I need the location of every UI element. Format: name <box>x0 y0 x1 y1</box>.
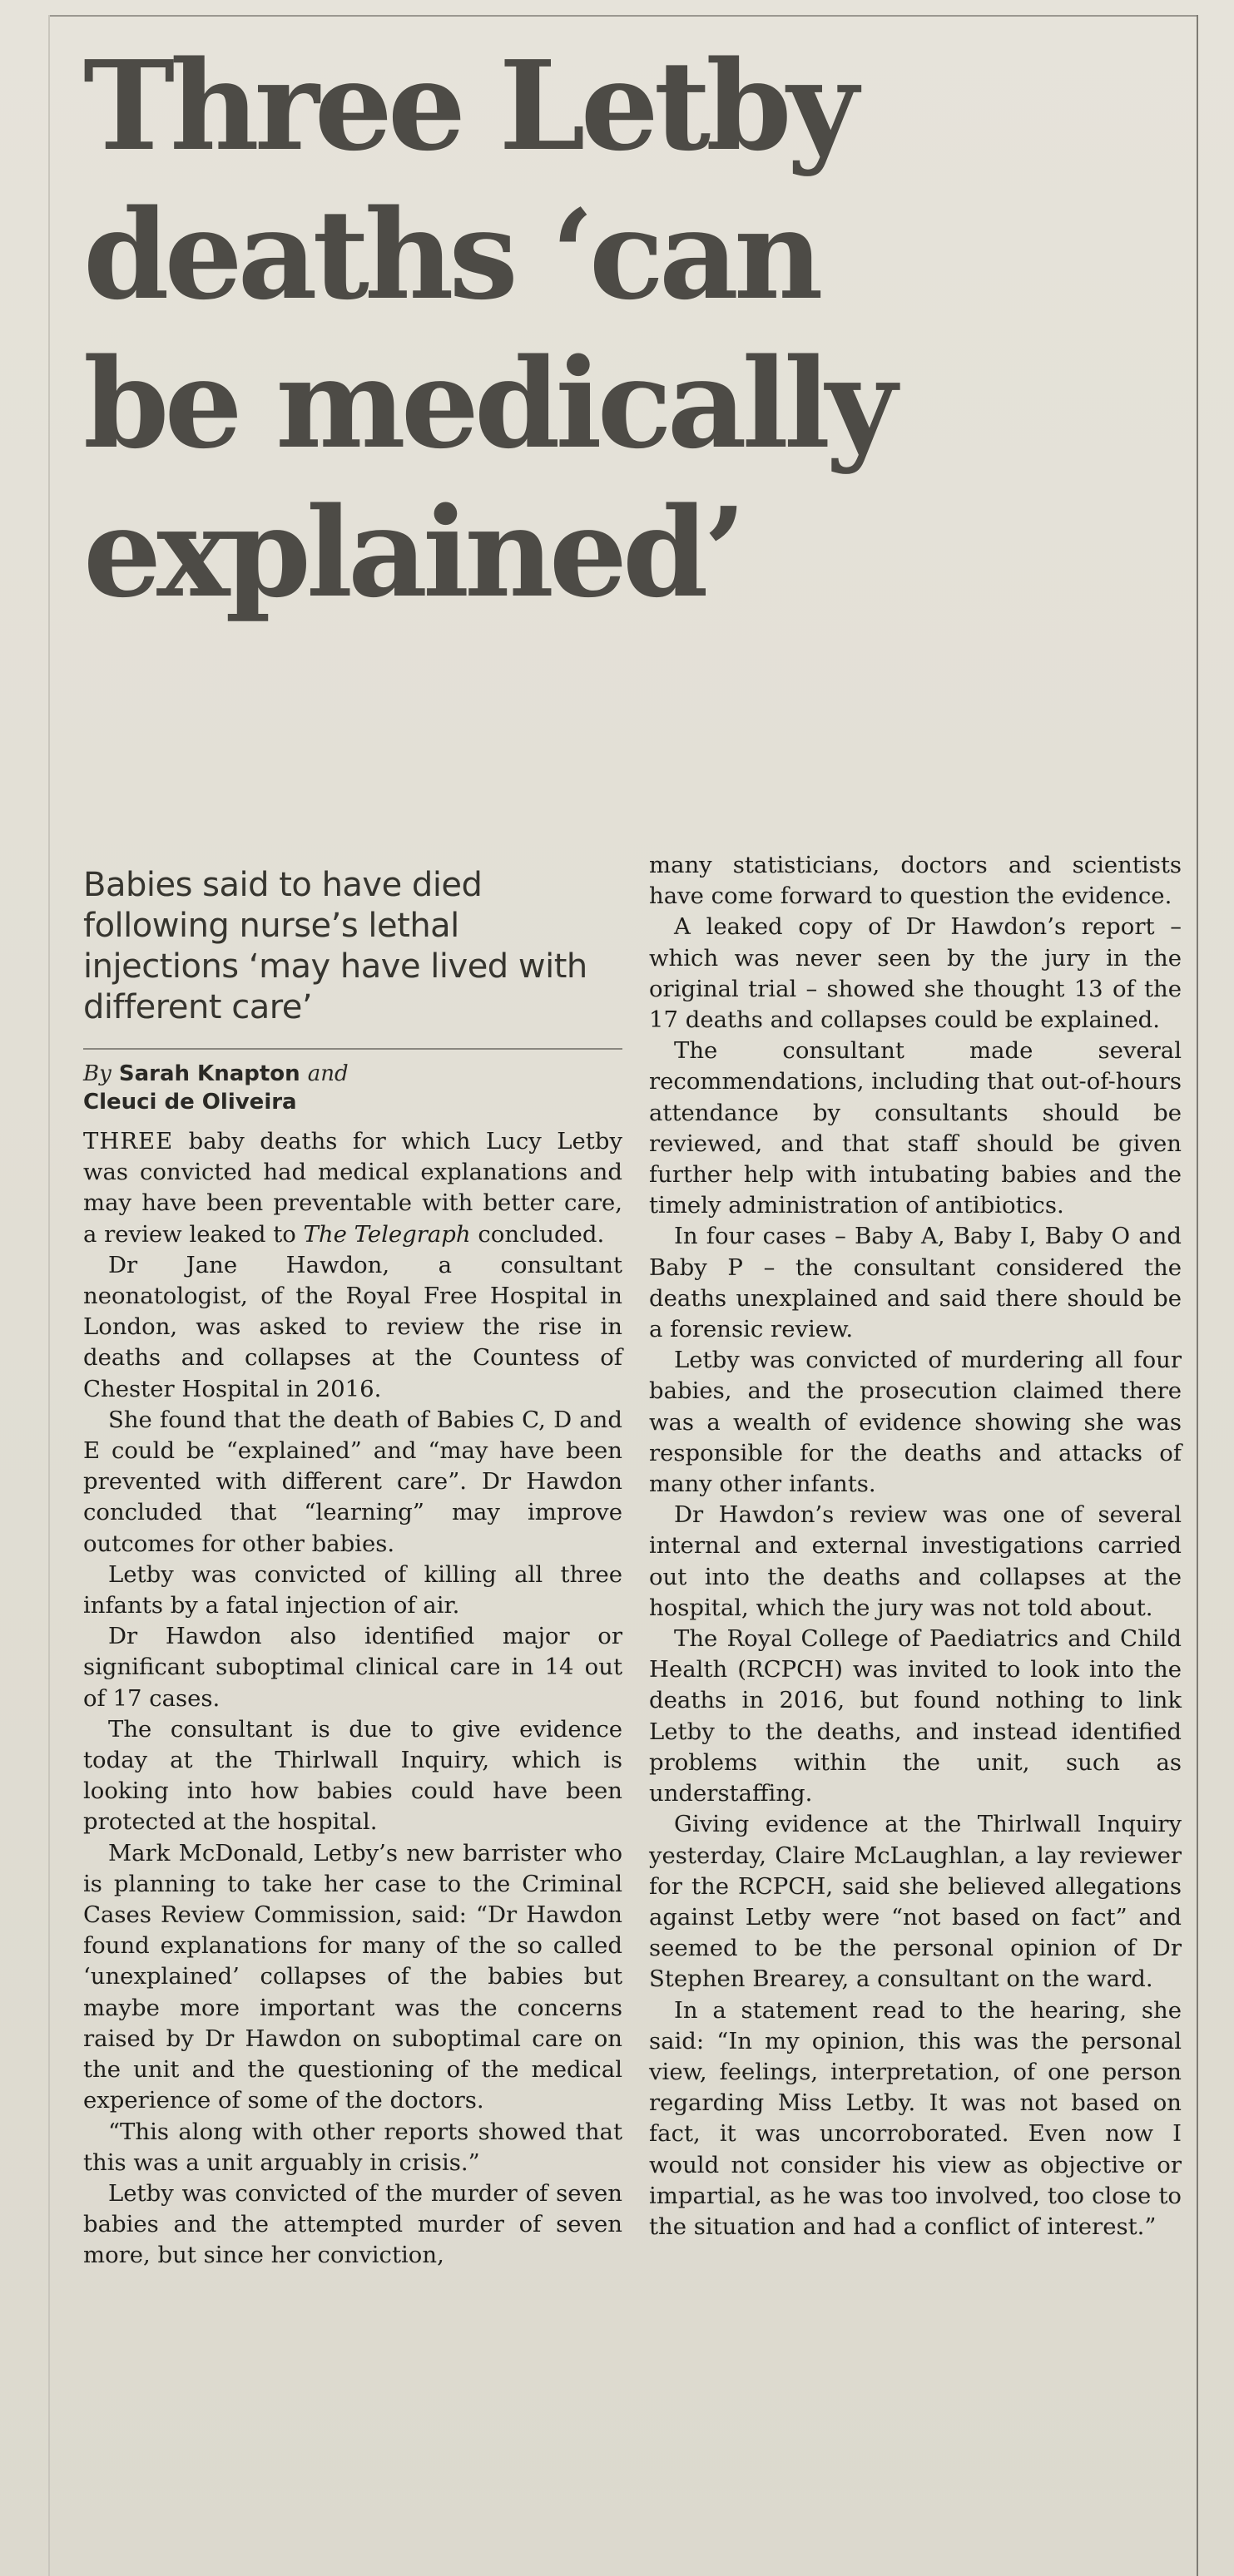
headline-line-3: be medically <box>83 331 893 476</box>
article-paragraph: Dr Jane Hawdon, a consultant neonatologist, of the Royal Free Hospital in London, was asked to review the rise in deaths and collapses at the Countess of Chester Hospital in 2016. <box>83 1251 622 1402</box>
lead-in-caps: THREE <box>83 1128 174 1155</box>
article-paragraph: She found that the death of Babies C, D and E could be “explained” and “may have been prevented with different care”. Dr Hawdon concluded that “learning” may improve outcomes for other babies. <box>83 1406 622 1557</box>
headline-line-4: explained’ <box>83 480 741 625</box>
article-paragraph: Letby was convicted of killing all three infants by a fatal injection of air. <box>83 1560 622 1619</box>
left-column-rule <box>48 15 50 2576</box>
byline-and: and <box>307 1061 349 1086</box>
article-paragraph: Mark McDonald, Letby’s new barrister who is planning to take her case to the Criminal Cases Review Commission, said: “Dr Hawdon found explanations for many of the so called ‘unexplained’ collapses of the babies but maybe more important was the concerns raised by Dr Hawdon on suboptimal care on the unit and the questioning of the medical experience of some of the doctors. <box>83 1839 622 2114</box>
article-paragraph: Dr Hawdon also identified major or significant suboptimal clinical care in 14 out of 17 cases. <box>83 1623 622 1712</box>
article-paragraph: The consultant made several recommendations, including that out-of-hours attendance by consultants should be reviewed, and that staff should be given further help with intubating babies and the timely administration of antibiotics. <box>649 1037 1182 1219</box>
headline-line-2: deaths ‘can <box>83 182 819 327</box>
article-continuation: many statisticians, doctors and scientists have come forward to question the evidence. <box>649 852 1182 910</box>
headline-line-1: Three Letby <box>83 33 854 178</box>
article-body-right <box>649 850 1182 2242</box>
article-paragraph: “This along with other reports showed that this was a unit arguably in crisis.” <box>83 2118 622 2176</box>
byline-author-1: Sarah Knapton <box>118 1061 300 1086</box>
article-paragraph: The Royal College of Paediatrics and Child Health (RCPCH) was invited to look into the deaths in 2016, but found nothing to link Letby to the deaths, and instead identified problems within the unit, such as understaffing. <box>649 1625 1182 1807</box>
byline-rule <box>83 1048 622 1050</box>
lead-paragraph-text: baby deaths for which Lucy Letby was convicted had medical explanations and may have been preventable with better care, a review leaked to <box>83 1128 622 1248</box>
headline <box>83 32 1165 627</box>
article-column-right <box>649 850 1182 2242</box>
publication-name: The Telegraph <box>303 1220 471 1248</box>
byline <box>83 1060 622 1116</box>
article-paragraph: The consultant is due to give evidence today at the Thirlwall Inquiry, which is looking into how babies could have been protected at the hospital. <box>83 1715 622 1836</box>
lead-paragraph-end: concluded. <box>470 1220 605 1248</box>
byline-author-2: Cleuci de Oliveira <box>83 1090 297 1115</box>
article-paragraph-lead <box>83 1126 622 1250</box>
article-paragraph: A leaked copy of Dr Hawdon’s report – which was never seen by the jury in the original trial – showed she thought 13 of the 17 deaths and collapses could be explained. <box>649 913 1182 1034</box>
article-paragraph: Letby was convicted of the murder of seven babies and the attempted murder of seven more, but since her conviction, <box>83 2179 622 2269</box>
article-paragraph: Giving evidence at the Thirlwall Inquiry yesterday, Claire McLaughlan, a lay reviewer for the RCPCH, said she believed allegations against Letby were “not based on fact” and seemed to be the personal opinion of Dr Stephen Brearey, a consultant on the ward. <box>649 1811 1182 1993</box>
article-paragraph: Dr Hawdon’s review was one of several internal and external investigations carried out into the deaths and collapses at the hospital, which the jury was not told about. <box>649 1501 1182 1621</box>
article-column-left <box>83 865 622 2272</box>
byline-by: By <box>83 1061 112 1086</box>
article-paragraph: In four cases – Baby A, Baby I, Baby O and Baby P – the consultant considered the deaths unexplained and said there should be a forensic review. <box>649 1223 1182 1343</box>
article-paragraph: Letby was convicted of murdering all four babies, and the prosecution claimed there was a wealth of evidence showing she was responsible for the deaths and attacks of many other infants. <box>649 1347 1182 1498</box>
article-body-left <box>83 1126 622 2272</box>
right-column-rule <box>1197 15 1198 2576</box>
top-rule <box>50 15 1198 17</box>
standfirst: Babies said to have died following nurse’s lethal injections ‘may have lived with different care’ <box>83 866 587 1026</box>
article-paragraph: In a statement read to the hearing, she said: “In my opinion, this was the personal view, feelings, interpretation, of one person regarding Miss Letby. It was not based on fact, it was uncorroborated. Even now I would not consider his view as objective or impartial, as he was too involved, too close to the situation and had a conflict of interest.” <box>649 1996 1182 2240</box>
